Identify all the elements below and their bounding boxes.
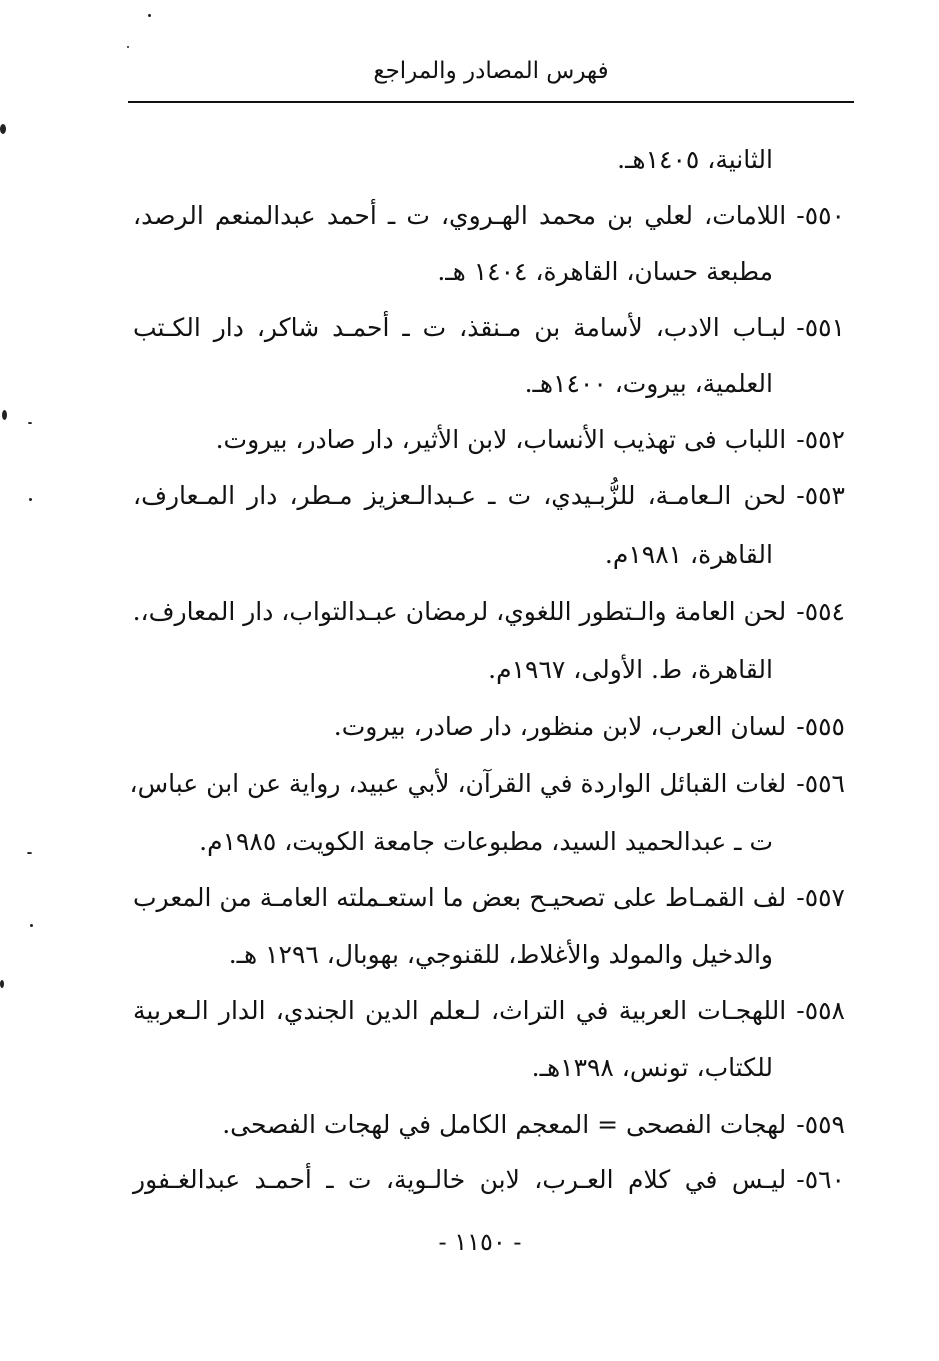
entry-number: ٥٥٧-: [796, 883, 845, 912]
bibliography-entry-556: [129, 764, 845, 804]
entry-text: لحن العامة والـتطور اللغوي، لرمضان عبـدالتواب، دار المعارف،.: [132, 597, 787, 626]
entry-number: ٥٥٢-: [796, 425, 845, 454]
entry-number: ٥٥٦-: [796, 769, 845, 798]
bibliography-entry-555: [133, 707, 845, 747]
entry-text: العلمية، بيروت، ١٤٠٠هـ.: [524, 369, 773, 398]
entry-text: اللباب فى تهذيب الأنساب، لابن الأثير، دار صادر، بيروت.: [215, 425, 787, 454]
entry-text: لغات القبائل الواردة في القرآن، لأبي عبيد، رواية عن ابن عباس،: [129, 769, 787, 798]
entry-text: اللهجـات العربية في التراث، لـعلم الدين الجندي، الدار الـعربية: [133, 996, 787, 1025]
bibliography-entry-558: [133, 991, 845, 1031]
scan-speck: [127, 46, 129, 48]
entry-number: ٥٥٣-: [796, 481, 845, 510]
running-header-title: فهرس المصادر والمراجع: [373, 58, 609, 84]
entry-text: لف القمـاط على تصحيـح بعض ما استعـملته العامـة من المعرب: [133, 883, 787, 912]
entry-text: لسان العرب، لابن منظور، دار صادر، بيروت.: [333, 712, 787, 741]
entry-number: ٥٦٠-: [796, 1165, 845, 1194]
entry-text: والدخيل والمولد والأغلاط، للقنوجي، بهوبال، ١٢٩٦ هـ.: [228, 940, 773, 969]
entry-text: لبـاب الادب، لأسامة بن مـنقذ، ت ـ أحمـد شاكر، دار الكـتب: [133, 313, 787, 342]
entry-number: ٥٥٨-: [796, 996, 845, 1025]
entry-text: ت ـ عبدالحميد السيد، مطبوعات جامعة الكويت، ١٩٨٥م.: [199, 827, 773, 856]
bibliography-entry-552: [133, 420, 845, 460]
bibliography-entry-557: [133, 878, 845, 918]
bibliography-line: [133, 1048, 773, 1088]
bibliography-entry-550: [133, 196, 845, 236]
entry-text: لحن الـعامـة، للزُّبـيدي، ت ـ عـبدالـعزيز مـطر، دار المـعارف،: [133, 481, 787, 510]
bibliography-entry-560: [133, 1160, 845, 1200]
entry-text: للكتاب، تونس، ١٣٩٨هـ.: [531, 1053, 773, 1082]
bibliography-entry-553: [133, 476, 845, 516]
bibliography-line: [133, 364, 773, 404]
entry-number: ٥٥١-: [796, 313, 845, 342]
bibliography-entry-551: [133, 308, 845, 348]
scan-speck: [30, 924, 33, 927]
entry-number: ٥٥٠-: [796, 201, 845, 230]
page-number: - ١١٥٠ -: [438, 1228, 522, 1256]
entry-text: القاهرة، ط. الأولى، ١٩٦٧م.: [488, 655, 773, 684]
entry-number: ٥٥٩-: [796, 1110, 845, 1139]
bibliography-entry-554: [133, 592, 845, 632]
scan-speck: [0, 980, 4, 988]
entry-text: الثانية، ١٤٠٥هـ.: [617, 145, 773, 174]
scan-speck: [2, 410, 7, 420]
entry-text: ليـس في كلام العـرب، لابن خالـوية، ت ـ أحمـد عبدالغـفور: [133, 1165, 787, 1194]
bibliography-line: [133, 140, 773, 180]
bibliography-line: [133, 252, 773, 292]
scan-speck: [29, 498, 32, 501]
header-rule: [128, 101, 854, 103]
entry-text: لهجات الفصحى = المعجم الكامل في لهجات الفصحى.: [222, 1110, 787, 1139]
bibliography-line: [133, 822, 773, 862]
entry-text: اللامات، لعلي بن محمد الهـروي، ت ـ أحمد عبدالمنعم الرصد،: [133, 201, 787, 230]
bibliography-line: [133, 935, 773, 975]
scan-speck: [148, 14, 151, 17]
entry-text: مطبعة حسان، القاهرة، ١٤٠٤ هـ.: [437, 257, 773, 286]
scan-speck: [28, 422, 32, 424]
scan-speck: [0, 124, 6, 134]
entry-number: ٥٥٥-: [796, 712, 845, 741]
bibliography-line: [133, 535, 773, 575]
entry-number: ٥٥٤-: [796, 597, 845, 626]
entry-text: القاهرة، ١٩٨١م.: [604, 540, 773, 569]
bibliography-line: [133, 650, 773, 690]
scan-speck: [27, 852, 32, 854]
bibliography-entry-559: [133, 1105, 845, 1145]
